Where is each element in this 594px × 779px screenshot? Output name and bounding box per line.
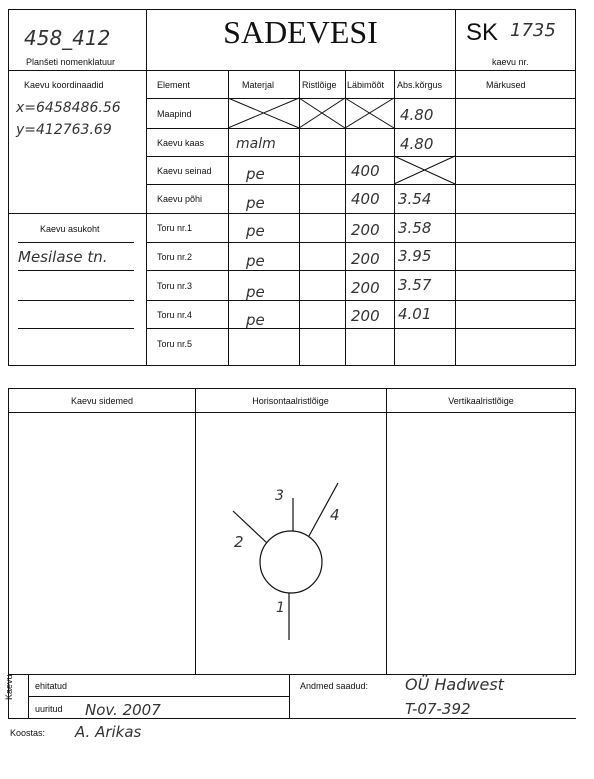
well-prefix: SK	[466, 19, 499, 46]
data-source-label: Andmed saadud:	[300, 681, 369, 691]
row-diameter: 200	[351, 279, 380, 297]
footer-side-label: Kaevu	[4, 674, 14, 700]
row-abs: 3.95	[398, 247, 432, 265]
row-abs: 3.57	[398, 276, 432, 294]
row-element: Kaevu põhi	[157, 194, 203, 204]
row-element: Toru nr.2	[157, 252, 193, 262]
row-element: Toru nr.4	[157, 310, 193, 320]
row-element: Kaevu kaas	[157, 138, 205, 148]
row-material: pe	[246, 252, 265, 270]
pipe-4-label: 4	[330, 506, 340, 524]
row-diameter: 200	[351, 250, 380, 268]
row-abs: 3.58	[398, 219, 432, 237]
coord-x: x=6458486.56	[16, 100, 121, 116]
page-title: SADEVESI	[223, 14, 378, 50]
row-diameter: 200	[351, 307, 380, 325]
author-value: A. Arikas	[75, 723, 142, 741]
surveyed-label: uuritud	[35, 704, 63, 714]
data-source-value: OÜ Hadwest	[405, 675, 504, 694]
row-diameter: 400	[351, 190, 380, 208]
coord-y: y=412763.69	[16, 122, 112, 138]
well-label: kaevu nr.	[492, 57, 529, 67]
row-diameter: 400	[351, 162, 380, 180]
coords-label: Kaevu koordinaadid	[24, 80, 104, 90]
row-element: Toru nr.5	[157, 339, 193, 349]
row-element: Maapind	[157, 109, 192, 119]
well-number: 1735	[510, 20, 556, 41]
row-material: pe	[246, 194, 265, 212]
location-value: Mesilase tn.	[18, 248, 108, 266]
col-notes: Märkused	[486, 80, 526, 90]
col-diameter: Läbimõõt	[347, 80, 385, 90]
col-element: Element	[157, 80, 191, 90]
row-element: Kaevu seinad	[157, 166, 212, 176]
col-cross: Ristlõige	[302, 80, 337, 90]
nomenclature-label: Planšeti nomenklatuur	[26, 57, 116, 67]
col-vertical-section: Vertikaalristlõige	[448, 396, 514, 406]
surveyed-value: Nov. 2007	[85, 701, 161, 719]
pipe-1-label: 1	[276, 600, 285, 616]
row-abs: 3.54	[398, 190, 432, 208]
col-horizontal-section: Horisontaalristlõige	[252, 396, 329, 406]
row-diameter: 200	[351, 221, 380, 239]
row-abs: 4.80	[400, 135, 434, 153]
well-circle	[260, 531, 322, 593]
location-label: Kaevu asukoht	[40, 224, 100, 234]
row-material: pe	[246, 165, 265, 183]
row-element: Toru nr.1	[157, 223, 193, 233]
data-source-ref: T-07-392	[405, 700, 471, 718]
col-material: Materjal	[242, 80, 275, 90]
author-label: Koostas:	[10, 728, 46, 738]
row-material: pe	[246, 222, 265, 240]
pipe-2-label: 2	[234, 533, 244, 551]
pipe-3-label: 3	[275, 488, 284, 504]
row-abs: 4.80	[400, 106, 434, 124]
row-material: pe	[246, 311, 265, 329]
row-material: pe	[246, 283, 265, 301]
row-abs: 4.01	[398, 305, 432, 323]
nomenclature-value: 458_412	[24, 26, 111, 50]
row-element: Toru nr.3	[157, 281, 193, 291]
col-abs: Abs.kõrgus	[397, 80, 443, 90]
built-label: ehitatud	[35, 681, 68, 691]
col-connections: Kaevu sidemed	[70, 396, 134, 406]
row-material: malm	[236, 136, 276, 152]
